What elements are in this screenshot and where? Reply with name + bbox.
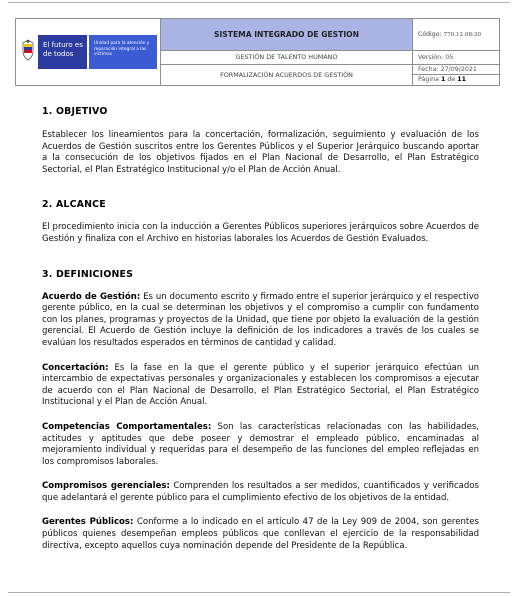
definition-item: [42, 422, 479, 468]
section-text-objetivo: Establecer los lineamientos para la concertación, formalización, seguimiento y evaluación de los Acuerdos de Gestión suscritos entre los Gerentes Públicos y el Superior Jerárquico buscando aportar a la consecución de los objetivos fijados en el Plan Nacional de Desarrollo, el Plan Estratégico Sectorial, el Plan Estratégico Institucional y/o el Plan de Acción Anual.: [42, 130, 479, 175]
page-current: 1: [441, 76, 446, 83]
section-heading-alcance: 2. ALCANCE: [42, 199, 106, 211]
bottom-divider: [8, 592, 510, 593]
definition-term: Compromisos gerenciales:: [42, 481, 170, 492]
definition-text: Son las características relacionadas con las habilidades, actitudes y aptitudes que debe poseer y demostrar el empleado público, encaminadas al mejoramiento individual y requeridas para el desempeño de las funciones del empleo reflejadas en los compromisos laborales.: [42, 421, 479, 467]
document-title: FORMALIZACIÓN ACUERDOS DE GESTIÓN: [220, 71, 353, 79]
system-title: SISTEMA INTEGRADO DE GESTION: [161, 19, 412, 51]
code-label: Código:: [418, 31, 442, 38]
logo-cell: [16, 19, 161, 85]
title-cell: [161, 19, 413, 85]
document-header-table: [15, 18, 500, 86]
department-name: GESTIÓN DE TALENTO HUMANO: [161, 51, 412, 65]
top-divider: [8, 2, 510, 3]
colombia-crest-icon: [21, 39, 35, 61]
document-date: Fecha: 27/09/2021: [413, 65, 499, 75]
code-value: 770.12.08-30: [443, 32, 482, 38]
definition-item: [42, 481, 479, 504]
definition-term: Concertación:: [42, 362, 109, 373]
section-text-alcance: El procedimiento inicia con la inducción a Gerentes Públicos superiores jerárquicos sobre Acuerdos de Gestión y finaliza con el Archivo en historias laborales los Acuerdos de Gestión Evaluados.: [42, 222, 479, 244]
section-heading-definiciones: 3. DEFINICIONES: [42, 268, 134, 280]
brand-tagline: El futuro es de todos: [38, 35, 87, 69]
definition-text: Comprenden los resultados a ser medidos, cuantificados y verificados que adelantará el gerente público para el cumplimiento efectivo de los objetivos de la entidad.: [42, 481, 479, 503]
definition-term: Gerentes Públicos:: [42, 517, 134, 528]
page-of: de: [447, 76, 456, 83]
definition-text: Es un documento escrito y firmado entre el superior jerárquico y el respectivo gerente público, en la cual se determinan los objetivos y el compromiso a cumplir con fundamento con los planes, programas y proyectos de la Unidad, que tiene por objeto la evaluación de la gestión gerencial. El Acuerdo de Gestión incluye la definición de los indicadores a través de los cuales se evalúan los resultados esperados en términos de cantidad y calidad.: [42, 291, 479, 348]
definition-item: [42, 292, 479, 350]
document-version: Versión: 05: [413, 51, 499, 65]
institution-logo: [21, 35, 157, 69]
document-body: [42, 106, 479, 552]
section-heading-objetivo: 1. OBJETIVO: [42, 106, 108, 117]
unit-name: Unidad para la atención y reparación integral a las víctimas: [89, 35, 157, 69]
page-total: 11: [457, 76, 467, 83]
definition-term: Competencias Comportamentales:: [42, 421, 212, 432]
page-indicator: [413, 75, 504, 85]
document-code: [413, 19, 499, 51]
definition-text: Conforme a lo indicado en el artículo 47 de la Ley 909 de 2004, son gerentes públicos quienes desempeñan empleos públicos que conllevan el ejercicio de la responsabilidad directiva, excepto aquellos cuya nominación depende del Presidente de la República.: [42, 517, 479, 551]
definition-term: Acuerdo de Gestión:: [42, 291, 141, 302]
definition-item: [42, 363, 479, 409]
page-label: Página: [418, 76, 439, 83]
definition-item: [42, 517, 479, 552]
definition-text: Es la fase en la que el gerente público y el superior jerárquico efectúan un intercambio de expectativas personales y organizacionales y establecen los compromisos a ejecutar de acuerdo con el Plan Nacional de Desarrollo, el Plan Estratégico Sectorial, el Plan Estratégico Institucional y el Plan de Acción Anual.: [42, 362, 479, 408]
metadata-cell: [413, 19, 499, 85]
